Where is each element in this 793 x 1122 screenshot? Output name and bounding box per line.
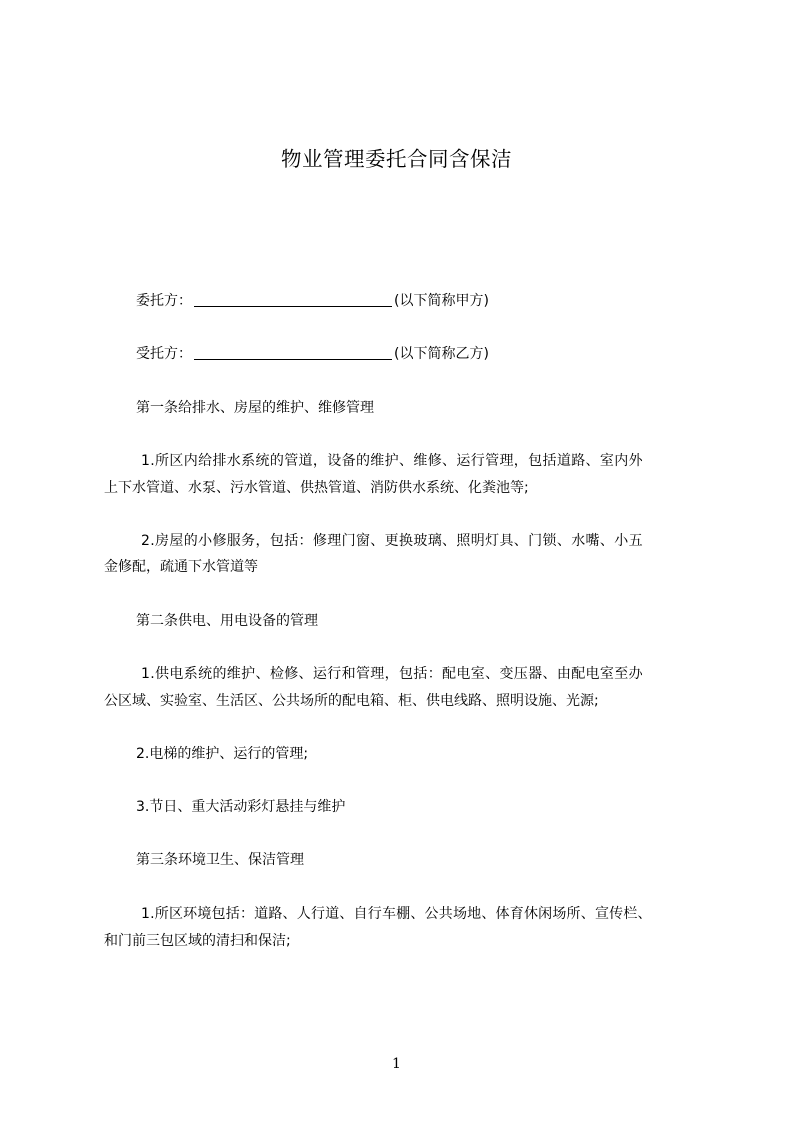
party-a-label: 委托方：: [136, 293, 192, 309]
article-1-heading: 第一条给排水、房屋的维护、维修管理: [136, 400, 374, 416]
party-b-label: 受托方：: [136, 346, 192, 362]
party-a-blank: [194, 292, 392, 307]
party-a-suffix: (以下简称甲方): [394, 293, 489, 309]
party-b-blank: [194, 345, 392, 360]
party-a-line: [136, 292, 489, 310]
article-2-item-1-line-2: 公区域、实验室、生活区、公共场所的配电箱、柜、供电线路、照明设施、光源;: [104, 693, 599, 709]
document-title: 物业管理委托合同含保洁: [281, 147, 512, 171]
party-b-line: [136, 345, 489, 363]
article-2-item-1-line-1: 1.供电系统的维护、检修、运行和管理，包括：配电室、变压器、由配电室至办: [141, 666, 643, 682]
article-1-item-1-line-2: 上下水管道、水泵、污水管道、供热管道、消防供水系统、化粪池等;: [104, 480, 529, 496]
article-3-heading: 第三条环境卫生、保洁管理: [136, 852, 304, 868]
page-number: 1: [392, 1056, 401, 1072]
article-2-item-3: 3.节日、重大活动彩灯悬挂与维护: [136, 799, 346, 815]
article-1-item-2-line-1: 2.房屋的小修服务，包括：修理门窗、更换玻璃、照明灯具、门锁、水嘴、小五: [141, 533, 643, 549]
article-2-heading: 第二条供电、用电设备的管理: [136, 613, 318, 629]
article-3-item-1-line-2: 和门前三包区域的清扫和保洁;: [104, 933, 291, 949]
article-3-item-1-line-1: 1.所区环境包括：道路、人行道、自行车棚、公共场地、体育休闲场所、宣传栏、: [141, 906, 652, 922]
article-2-item-2: 2.电梯的维护、运行的管理;: [136, 746, 309, 762]
party-b-suffix: (以下简称乙方): [394, 346, 489, 362]
article-1-item-1-line-1: 1.所区内给排水系统的管道，设备的维护、维修、运行管理，包括道路、室内外: [141, 453, 643, 469]
article-1-item-2-line-2: 金修配，疏通下水管道等: [104, 559, 258, 575]
